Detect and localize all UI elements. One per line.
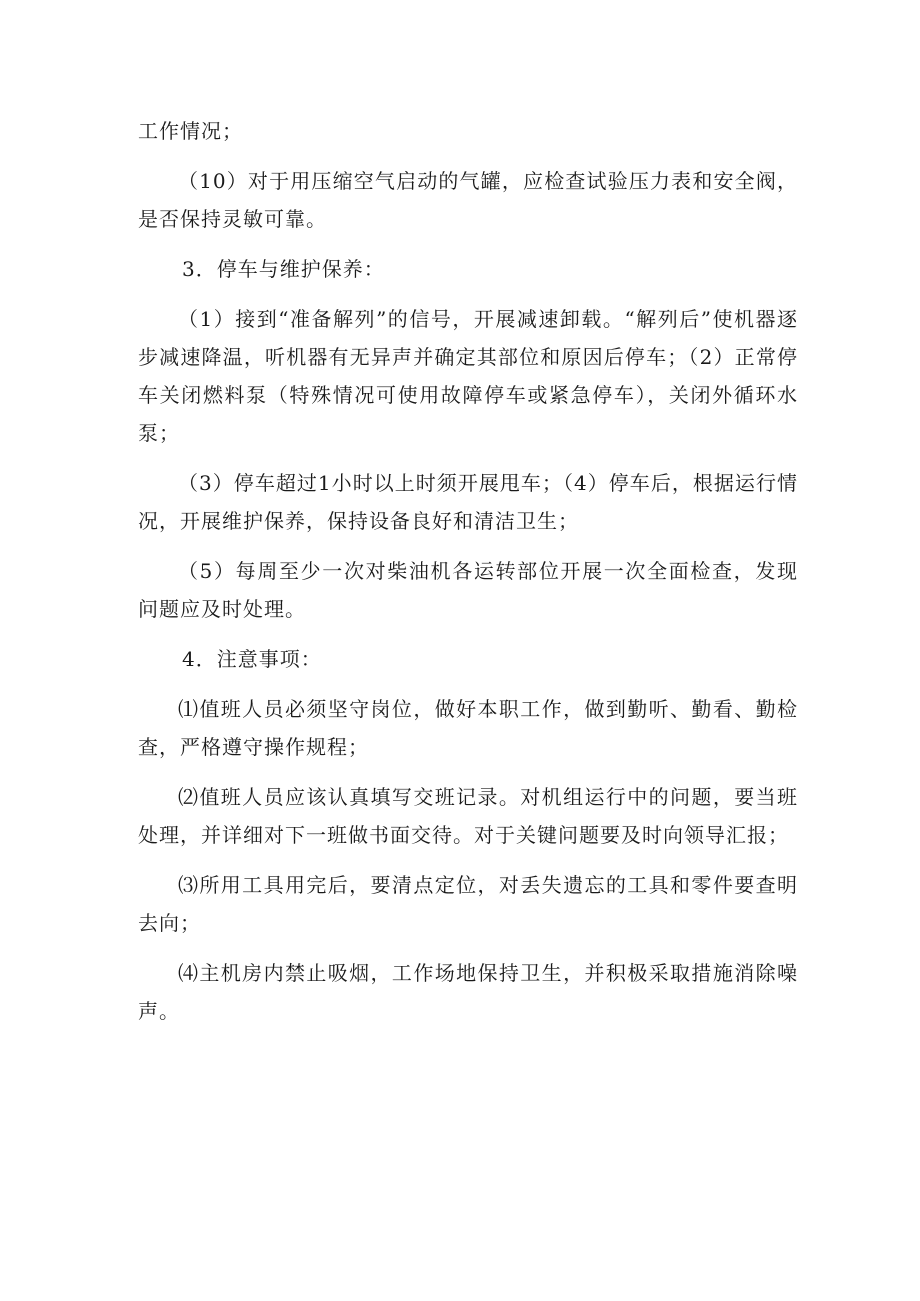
paragraph-item-3-5: （5）每周至少一次对柴油机各运转部位开展一次全面检查，发现问题应及时处理。 [138,559,798,621]
paragraph-item-10: （10）对于用压缩空气启动的气罐，应检查试验压力表和安全阀，是否保持灵敏可靠。 [138,169,798,231]
paragraph-item-4-2: ⑵值班人员应该认真填写交班记录。对机组运行中的问题，要当班处理，并详细对下一班做书面交待。对于关键问题要及时向领导汇报； [138,785,798,847]
section-heading-3: 3．停车与维护保养： [182,257,385,281]
paragraph-item-4-4: ⑷主机房内禁止吸烟，工作场地保持卫生，并积极采取措施消除噪声。 [138,961,798,1023]
paragraph-item-3-1: （1）接到“准备解列”的信号，开展减速卸载。“解列后”使机器逐步减速降温，听机器有无异声并确定其部位和原因后停车；（2）正常停车关闭燃料泵（特殊情况可使用故障停车或紧急停车），关闭外循环水泵； [138,307,798,445]
paragraph-item-4-3: ⑶所用工具用完后，要清点定位，对丢失遗忘的工具和零件要查明去向； [138,873,798,935]
paragraph-continuation: 工作情况； [138,119,243,143]
paragraph-item-4-1: ⑴值班人员必须坚守岗位，做好本职工作，做到勤听、勤看、勤检查，严格遵守操作规程； [138,697,798,759]
section-heading-4: 4．注意事项： [182,647,322,671]
document-body [138,112,798,1042]
paragraph-item-3-3: （3）停车超过1小时以上时须开展甩车；（4）停车后，根据运行情况，开展维护保养，保持设备良好和清洁卫生； [138,471,798,533]
